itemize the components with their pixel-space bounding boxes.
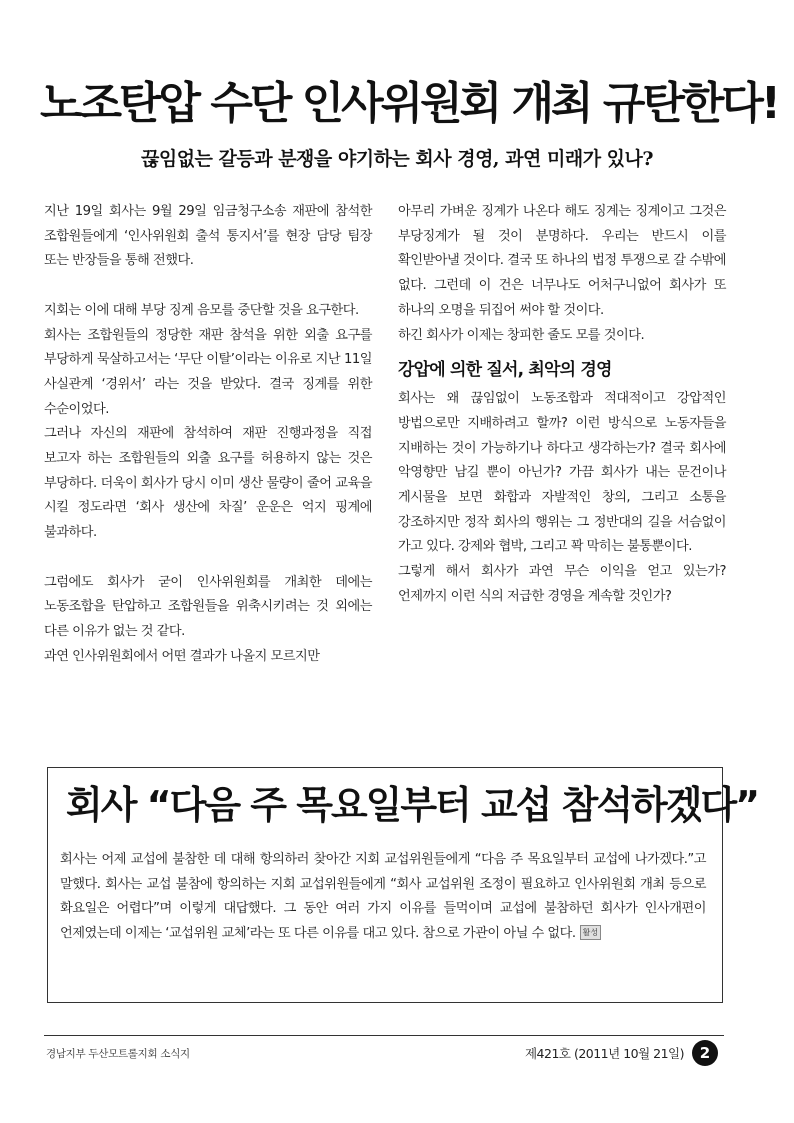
box-body: [60, 848, 706, 946]
footer-issue: 제421호 (2011년 10월 21일): [524, 1046, 684, 1061]
headline: 노조탄압 수단 인사위원회 개최 규탄한다!: [40, 78, 778, 129]
footer-publisher: 경남지부 두산모트롤지회 소식지: [46, 1048, 190, 1060]
author-badge: 활성: [580, 925, 601, 940]
paragraph: 과연 인사위원회에서 어떤 결과가 나올지 모르지만: [44, 648, 320, 664]
paragraph: 하긴 회사가 이제는 창피한 줄도 모를 것이다.: [398, 327, 645, 343]
paragraph: 그럼에도 회사가 굳이 인사위원회를 개최한 데에는 노동조합을 탄압하고 조합원들을 위축시키려는 것 외에는 다른 이유가 없는 것 같다.: [44, 574, 372, 639]
paragraph: 회사는 왜 끊임없이 노동조합과 적대적이고 강압적인 방법으로만 지배하려고 할까? 이런 방식으로 노동자들을 지배하는 것이 가능하기나 하다고 생각하는가? 결국 회사에 악영향만 남길 뿐이 아닌가? 가끔 회사가 내는 문건이나 게시물을 보면 화합과 자발적인 창의, 그리고 소통을 강조하지만 정작 회사의 행위는 그 정반대의 길을 서슴없이 가고 있다. 강제와 협박, 그리고 꽉 막히는 불통뿐이다.: [398, 391, 726, 555]
paragraph: 회사는 조합원들의 정당한 재판 참석을 위한 외출 요구를 부당하게 묵살하고서는 ‘무단 이탈’이라는 이유로 지난 11일 사실관계 ‘경위서’ 라는 것을 받았다. 결국 징계를 위한 수순이었다.: [44, 327, 372, 417]
article-right-column: [398, 200, 726, 610]
news-box: [47, 767, 759, 1003]
paragraph: 그러나 자신의 재판에 참석하여 재판 진행과정을 직접 보고자 하는 조합원들의 외출 요구를 허용하지 않는 것은 부당하다. 더욱이 회사가 당시 이미 생산 물량이 줄어 교육을 시킬 정도라면 ‘회사 생산에 차질’ 운운은 억지 핑계에 불과하다.: [44, 426, 372, 541]
box-body-text: 회사는 어제 교섭에 불참한 데 대해 항의하러 찾아간 지회 교섭위원들에게 “다음 주 목요일부터 교섭에 나가겠다.”고 말했다. 회사는 교섭 불참에 항의하는 지회 교섭위원들에게 “회사 교섭위원 조정이 필요하고 인사위원회 개최 등으로 화요일은 어렵다”며 이렇게 대답했다. 그 동안 여러 가지 이유를 들먹이며 교섭에 불참하던 회사가 인사개편이 언제였는데 이제는 ‘교섭위원 교체’라는 또 다른 이유를 대고 있다. 참으로 가관이 아닐 수 없다.: [60, 852, 706, 941]
paragraph: 지난 19일 회사는 9월 29일 임금청구소송 재판에 참석한 조합원들에게 ‘인사위원회 출석 통지서’를 현장 담당 팀장 또는 반장들을 통해 전했다.: [44, 204, 372, 269]
paragraph: 지회는 이에 대해 부당 징계 음모를 중단할 것을 요구한다.: [44, 302, 359, 318]
subheadline: 끊임없는 갈등과 분쟁을 야기하는 회사 경영, 과연 미래가 있나?: [140, 148, 654, 170]
box-title: 회사 “다음 주 목요일부터 교섭 참석하겠다”: [66, 783, 759, 827]
section-heading: 강압에 의한 질서, 최악의 경영: [398, 360, 612, 381]
page-number: 2: [692, 1040, 718, 1066]
footer-divider: [44, 1035, 724, 1036]
paragraph: 그렇게 해서 회사가 과연 무슨 이익을 얻고 있는가? 언제까지 이런 식의 저급한 경영을 계속할 것인가?: [398, 564, 726, 604]
paragraph: 아무리 가벼운 징계가 나온다 해도 징계는 징계이고 그것은 부당징계가 될 것이 분명하다. 우리는 반드시 이를 확인받아낼 것이다. 결국 또 하나의 법정 투쟁으로 갈 수밖에 없다. 그런데 이 건은 너무나도 어처구니없어 회사가 또 하나의 오명을 뒤집어 써야 할 것이다.: [398, 204, 726, 318]
article-left-column: [44, 200, 372, 669]
